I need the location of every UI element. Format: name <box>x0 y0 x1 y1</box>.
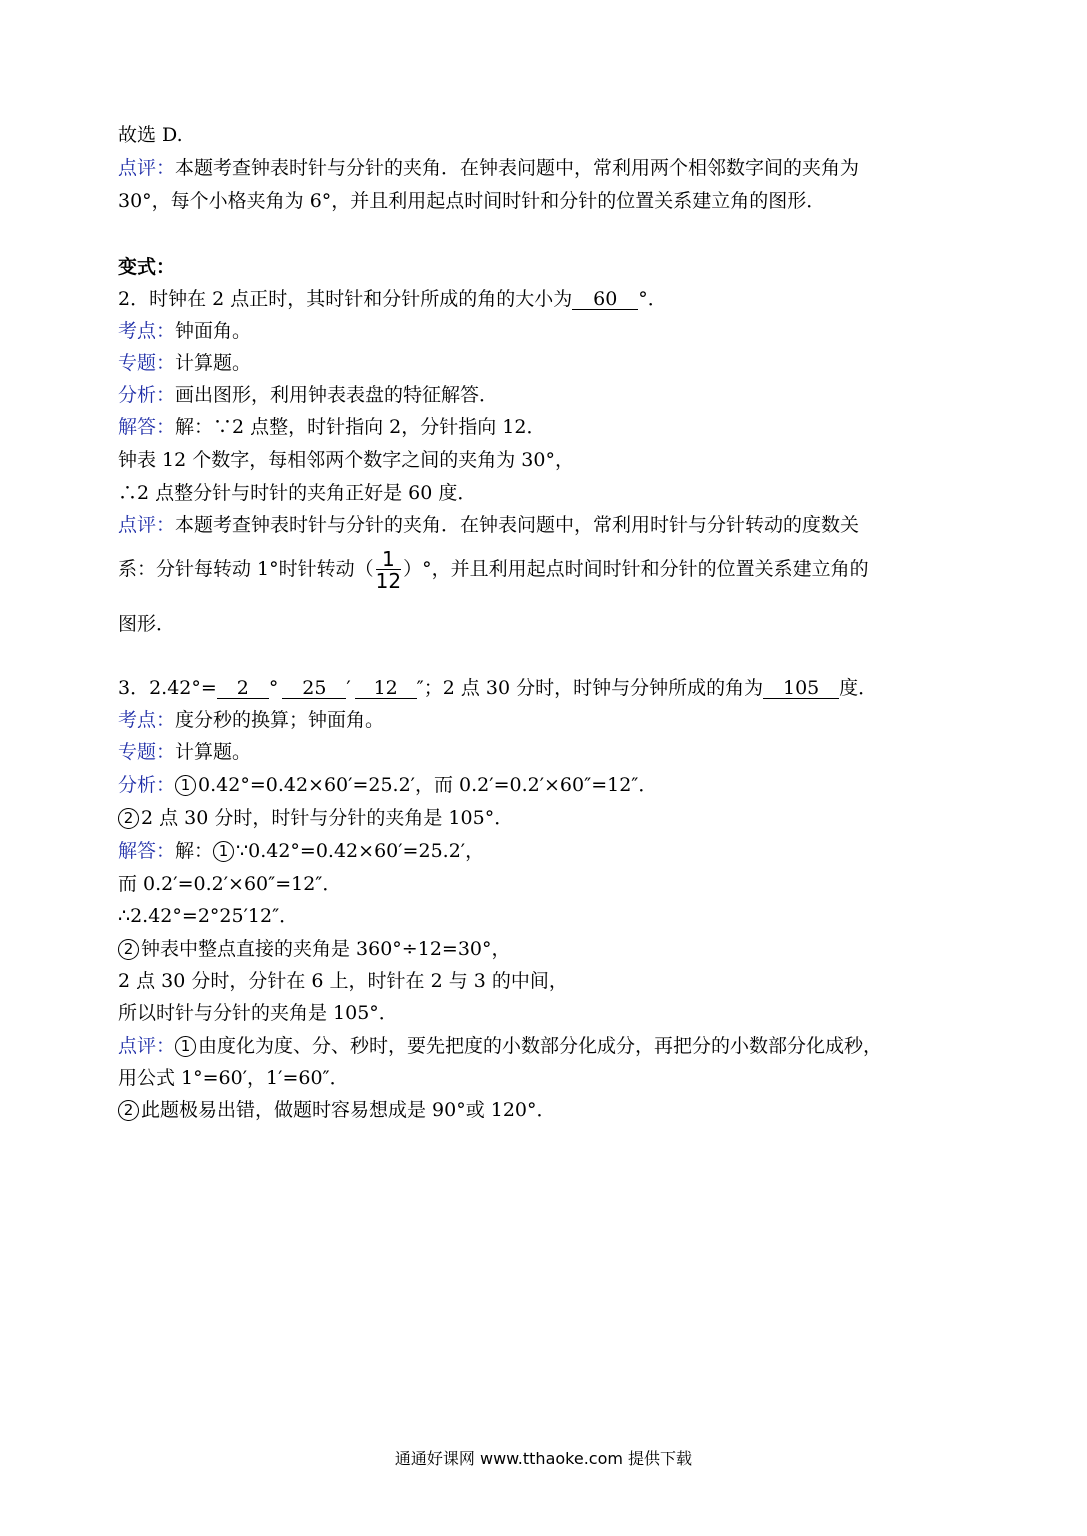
q3-pingping-2: 用公式 1°=60′，1′=60″． <box>118 1067 349 1089</box>
q2-pingping: 点评：本题考查钟表时针与分针的夹角．在钟表问题中，常利用时针与分针转动的度数关 <box>118 514 860 536</box>
q3-fenxi-2: 2 2 点 30 分时，时针与分针的夹角是 105°． <box>118 806 513 830</box>
question-3: 3．2.42°= 2 ° 25 ′ 12 ″；2 点 30 分时，时钟与分钟所成的角为 105 度． <box>118 677 878 699</box>
q3-pingping-3: 2 此题极易出错，做题时容易想成是 90°或 120°． <box>118 1098 556 1122</box>
q2-jieda: 解答：解：∵2 点整，时针指向 2，分针指向 12． <box>118 416 546 438</box>
q3-jieda-1: 解答：解： 1 ∵0.42°=0.42×60′=25.2′， <box>118 840 485 862</box>
answer-blank-second: 12 <box>355 678 417 699</box>
q3-jieda-4: 2 钟表中整点直接的夹角是 360°÷12=30°， <box>118 937 511 961</box>
answer-blank: 60 <box>572 289 638 310</box>
variant-title: 变式： <box>118 256 176 278</box>
circled-number-1: 1 <box>175 1036 196 1057</box>
answer-blank-angle: 105 <box>763 678 839 699</box>
q3-fenxi-1: 分析： 1 0.42°=0.42×60′=25.2′，而 0.2′=0.2′×60″=12″． <box>118 774 658 796</box>
comment-line-1: 点评：本题考查钟表时针与分针的夹角．在钟表问题中，常利用两个相邻数字间的夹角为 <box>118 157 860 179</box>
answer-blank-minute: 25 <box>282 678 346 699</box>
circled-number-1: 1 <box>175 775 196 796</box>
circled-number-2: 2 <box>118 939 139 960</box>
q3-jieda-3: ∴2.42°=2°25′12″． <box>118 905 299 927</box>
q2-jieda-2: 钟表 12 个数字，每相邻两个数字之间的夹角为 30°， <box>118 449 574 471</box>
q2-pingping-2: 系：分针每转动 1°时针转动（ $\frac{1}{12}$ ）°，并且利用起点时间时针和分针的位置关系建立角的 <box>118 546 869 593</box>
q2-pingping-3: 图形． <box>118 613 176 635</box>
q2-zhuanti: 专题：计算题。 <box>118 352 252 374</box>
q3-jieda-6: 所以时针与分针的夹角是 105°． <box>118 1002 398 1024</box>
answer-blank-degree: 2 <box>217 678 269 699</box>
q3-kaodian: 考点：度分秒的换算；钟面角。 <box>118 709 385 731</box>
q3-zhuanti: 专题：计算题。 <box>118 741 252 763</box>
q3-jieda-5: 2 点 30 分时，分针在 6 上，时针在 2 与 3 的中间， <box>118 970 568 992</box>
comment-label: 点评： <box>118 157 176 179</box>
conclusion-line: 故选 D. <box>118 124 183 146</box>
q2-kaodian: 考点：钟面角。 <box>118 320 252 342</box>
circled-number-2: 2 <box>118 1100 139 1121</box>
circled-number-2: 2 <box>118 808 139 829</box>
comment-line-2: 30°，每个小格夹角为 6°，并且利用起点时间时针和分针的位置关系建立角的图形． <box>118 190 826 212</box>
q3-jieda-2: 而 0.2′=0.2′×60″=12″． <box>118 873 342 895</box>
circled-number-1: 1 <box>213 841 234 862</box>
fraction: $\frac{1}{12}$ <box>375 546 402 593</box>
page-footer: 通通好课网 www.tthaoke.com 提供下载 <box>394 1449 693 1468</box>
question-2: 2．时钟在 2 点正时，其时针和分针所成的角的大小为 60 °． <box>118 288 667 310</box>
q2-jieda-3: ∴2 点整分针与时针的夹角正好是 60 度． <box>118 482 477 504</box>
q3-pingping-1: 点评： 1 由度化为度、分、秒时，要先把度的小数部分化成分，再把分的小数部分化成秒， <box>118 1035 883 1057</box>
q2-fenxi: 分析：画出图形，利用钟表表盘的特征解答． <box>118 384 499 406</box>
